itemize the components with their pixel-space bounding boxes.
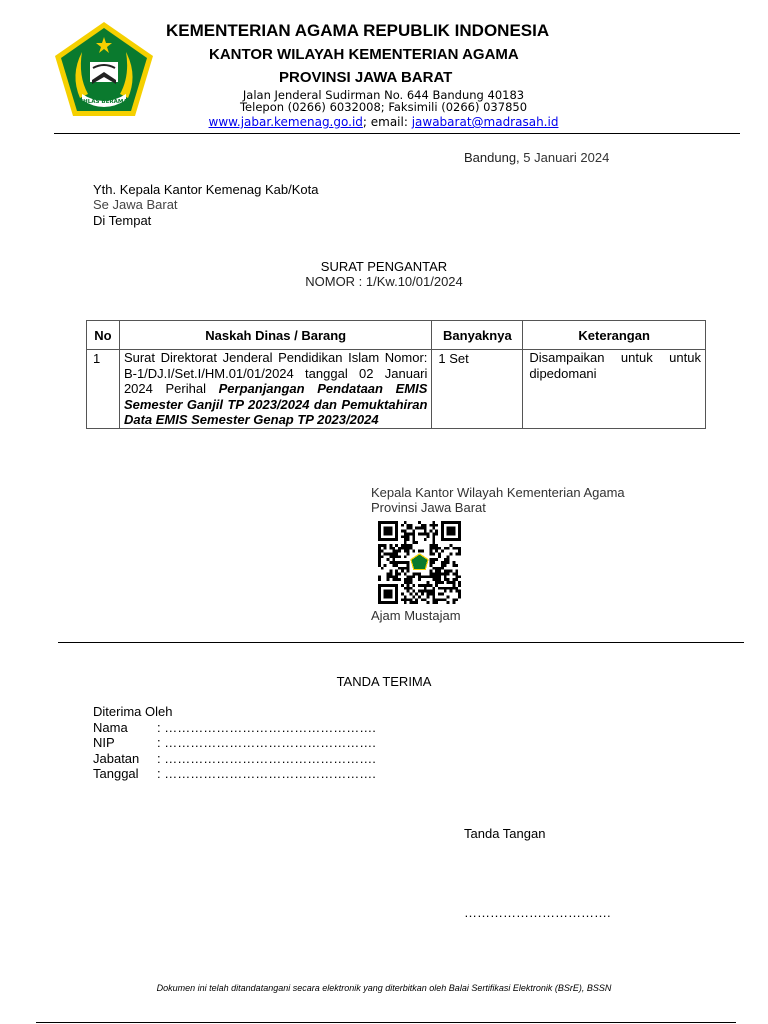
receipt-fields bbox=[93, 704, 376, 782]
office-name: KANTOR WILAYAH KEMENTERIAN AGAMA bbox=[209, 46, 519, 63]
field-row bbox=[93, 735, 376, 751]
letterhead-divider bbox=[54, 133, 740, 134]
table-header-row bbox=[87, 321, 706, 350]
signature-line: ……………………………. bbox=[464, 905, 611, 920]
field-row bbox=[93, 750, 376, 767]
field-row bbox=[93, 719, 376, 736]
recipient-line-1: Yth. Kepala Kantor Kemenag Kab/Kota bbox=[93, 182, 319, 197]
email-prefix: ; email: bbox=[362, 115, 412, 129]
field-label-jabatan: Jabatan bbox=[93, 750, 140, 766]
header-quantity: Banyaknya bbox=[432, 321, 523, 350]
signer-name: Ajam Mustajam bbox=[371, 608, 461, 623]
header-note: Keterangan bbox=[523, 321, 706, 350]
logo-motto: IKHLAS BERAMAL bbox=[76, 99, 132, 105]
table-row bbox=[87, 350, 706, 429]
date-value: 5 Januari 2024 bbox=[523, 150, 610, 165]
row-item-subject: Perpanjangan Pendataan EMIS Semester Ganjil TP 2023/2024 dan Pemuktahiran Data EMIS Semester Genap TP 2023/2024 bbox=[123, 381, 428, 427]
row-quantity: 1 Set bbox=[432, 350, 523, 429]
field-label-nama: Nama bbox=[93, 719, 128, 735]
date-city: Bandung, bbox=[464, 150, 520, 165]
recipient-line-3: Di Tempat bbox=[93, 213, 152, 228]
office-address: Jalan Jenderal Sudirman No. 644 Bandung 40183 bbox=[242, 88, 525, 102]
signature-label: Tanda Tangan bbox=[464, 826, 546, 841]
document-table bbox=[86, 320, 706, 429]
header-no: No bbox=[87, 321, 120, 350]
field-label-nip: NIP bbox=[93, 735, 115, 750]
row-item-text: Surat Direktorat Jenderal Pendidikan Islam Nomor: B-1/DJ.I/Set.I/HM.01/01/2024 tanggal 02 Januari 2024 Perihal bbox=[123, 350, 428, 396]
field-row bbox=[93, 766, 376, 782]
bottom-rule bbox=[36, 1022, 736, 1023]
email-link[interactable]: jawabarat@madrasah.id bbox=[411, 115, 559, 129]
header-item: Naskah Dinas / Barang bbox=[119, 321, 431, 350]
qr-code[interactable] bbox=[377, 521, 462, 604]
letter-number: NOMOR : 1/Kw.10/01/2024 bbox=[305, 274, 463, 289]
field-value-nip: : …………………………………………. bbox=[157, 735, 376, 750]
province-name: PROVINSI JAWA BARAT bbox=[279, 69, 453, 86]
contact-links bbox=[190, 115, 577, 129]
kemenag-logo bbox=[52, 20, 156, 120]
field-label-tanggal: Tanggal bbox=[93, 766, 139, 781]
receipt-title: TANDA TERIMA bbox=[336, 674, 432, 689]
letter-title: SURAT PENGANTAR bbox=[320, 259, 448, 274]
letter-date bbox=[464, 150, 609, 165]
footer-note: Dokumen ini telah ditandatangani secara elektronik yang diterbitkan oleh Balai Sertifikasi Elektronik (BSrE), BSSN bbox=[156, 983, 612, 993]
row-note: Disampaikan untuk untuk dipedomani bbox=[523, 350, 706, 429]
website-link[interactable]: www.jabar.kemenag.go.id bbox=[208, 115, 363, 129]
section-divider bbox=[58, 642, 744, 643]
field-value-nama: : …………………………………………. bbox=[157, 719, 376, 735]
field-value-jabatan: : …………………………………………. bbox=[157, 750, 376, 766]
signer-title-1: Kepala Kantor Wilayah Kementerian Agama bbox=[371, 485, 625, 500]
recipient-line-2: Se Jawa Barat bbox=[93, 197, 178, 212]
ministry-name: KEMENTERIAN AGAMA REPUBLIK INDONESIA bbox=[166, 21, 550, 40]
office-phone: Telepon (0266) 6032008; Faksimili (0266) 037850 bbox=[239, 100, 528, 114]
row-no: 1 bbox=[87, 350, 120, 429]
row-item bbox=[119, 350, 431, 429]
field-value-tanggal: : …………………………………………. bbox=[157, 766, 376, 781]
signer-title-2: Provinsi Jawa Barat bbox=[371, 500, 486, 515]
received-by-label: Diterima Oleh bbox=[93, 704, 173, 719]
